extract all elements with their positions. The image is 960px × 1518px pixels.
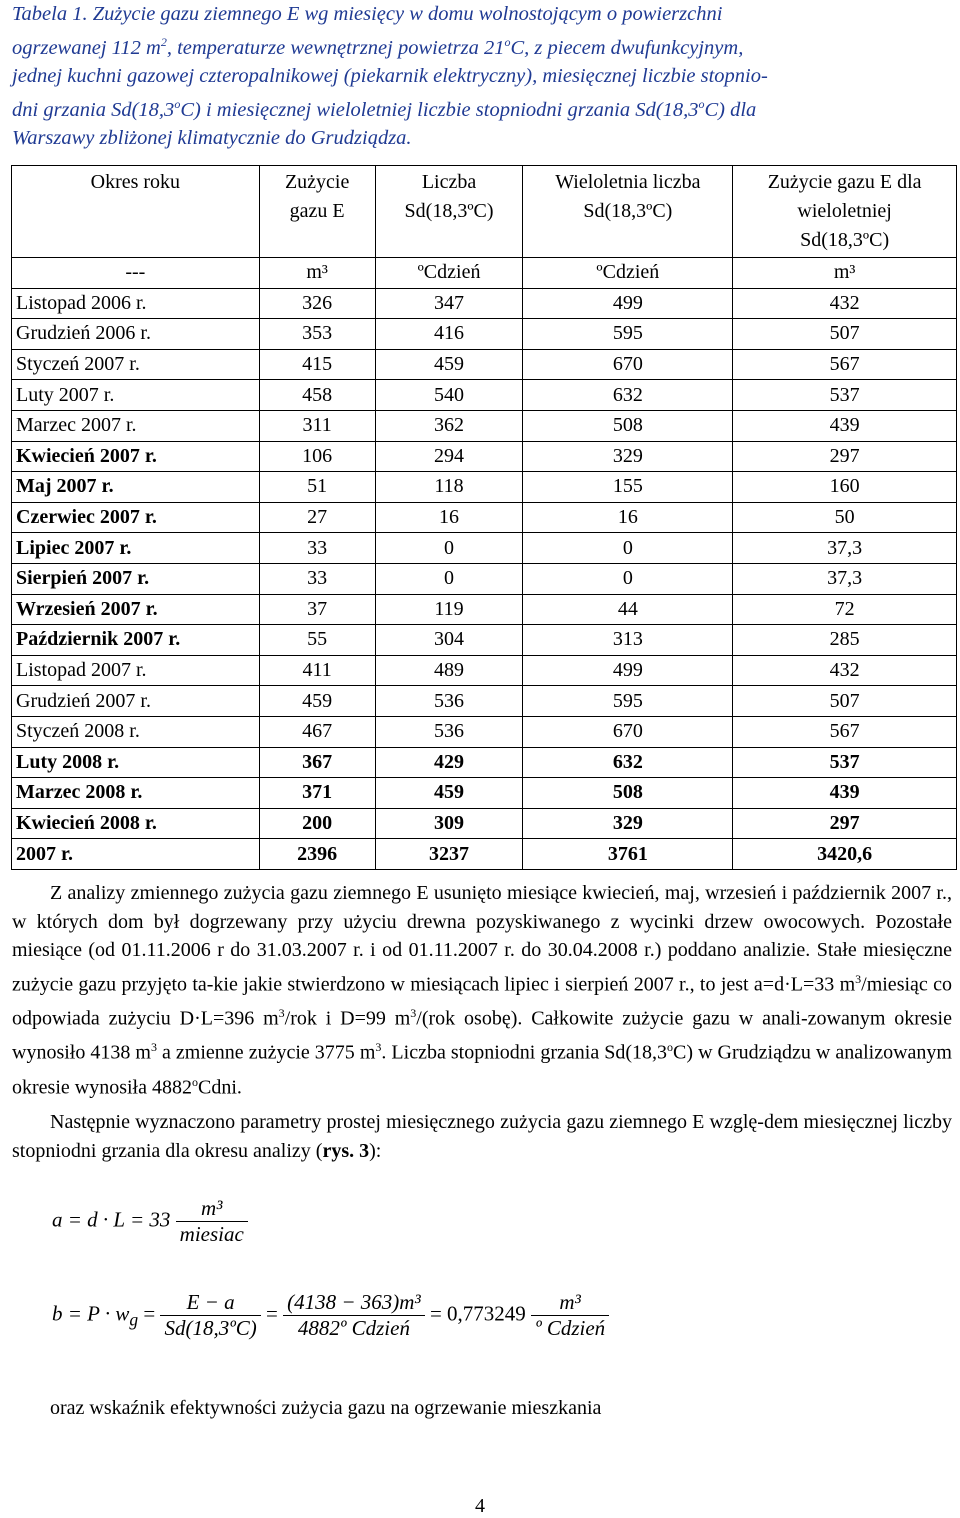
gas-cell: 353 bbox=[259, 319, 375, 350]
column-header-line: Okres roku bbox=[90, 171, 181, 193]
column-header-line: Zużycie bbox=[284, 171, 350, 193]
gas-multi-cell: 439 bbox=[733, 778, 957, 809]
column-header bbox=[523, 166, 733, 258]
table-row bbox=[12, 839, 957, 870]
table-header-row bbox=[12, 166, 957, 258]
table-row bbox=[12, 747, 957, 778]
period-cell: Lipiec 2007 r. bbox=[12, 533, 260, 564]
period-cell: Luty 2007 r. bbox=[12, 380, 260, 411]
sd-cell: 540 bbox=[375, 380, 523, 411]
period-cell: Styczeń 2008 r. bbox=[12, 716, 260, 747]
column-header bbox=[733, 166, 957, 258]
gas-multi-cell: 439 bbox=[733, 410, 957, 441]
gas-cell: 467 bbox=[259, 716, 375, 747]
sd-multi-cell: 632 bbox=[523, 380, 733, 411]
sd-cell: 118 bbox=[375, 472, 523, 503]
column-header-line: Sd(18,3ºC) bbox=[583, 200, 673, 222]
table-row bbox=[12, 625, 957, 656]
equation-a: a = d · L = 33 $\frac{\text{m³}}{\text{miesiac}}$ bbox=[52, 1196, 248, 1247]
gas-cell: 371 bbox=[259, 778, 375, 809]
gas-multi-cell: 507 bbox=[733, 319, 957, 350]
page-number: 4 bbox=[475, 1495, 485, 1517]
gas-multi-cell: 297 bbox=[733, 441, 957, 472]
gas-cell: 200 bbox=[259, 808, 375, 839]
gas-cell: 311 bbox=[259, 410, 375, 441]
table-row bbox=[12, 502, 957, 533]
period-cell: Grudzień 2007 r. bbox=[12, 686, 260, 717]
gas-multi-cell: 50 bbox=[733, 502, 957, 533]
gas-cell: 411 bbox=[259, 655, 375, 686]
column-header-line: Wieloletnia liczba bbox=[555, 171, 701, 193]
period-cell: Kwiecień 2008 r. bbox=[12, 808, 260, 839]
period-cell: Październik 2007 r. bbox=[12, 625, 260, 656]
column-header-line: Sd(18,3ºC) bbox=[404, 200, 494, 222]
period-cell: Czerwiec 2007 r. bbox=[12, 502, 260, 533]
equation-a-fraction: $\frac{\text{m³}}{\text{miesiac}}$ bbox=[176, 1196, 248, 1247]
sd-multi-cell: 3761 bbox=[523, 839, 733, 870]
period-cell: Sierpień 2007 r. bbox=[12, 563, 260, 594]
gas-multi-cell: 537 bbox=[733, 747, 957, 778]
gas-multi-cell: 72 bbox=[733, 594, 957, 625]
sd-cell: 536 bbox=[375, 716, 523, 747]
period-cell: Wrzesień 2007 r. bbox=[12, 594, 260, 625]
gas-cell: 51 bbox=[259, 472, 375, 503]
gas-multi-cell: 37,3 bbox=[733, 533, 957, 564]
unit-cell: --- bbox=[12, 258, 260, 289]
sd-cell: 362 bbox=[375, 410, 523, 441]
gas-multi-cell: 432 bbox=[733, 288, 957, 319]
column-header-line: Zużycie gazu E dla bbox=[767, 171, 922, 193]
table-row bbox=[12, 563, 957, 594]
sd-cell: 416 bbox=[375, 319, 523, 350]
units-row bbox=[12, 258, 957, 289]
parameters-paragraph: Następnie wyznaczono parametry prostej miesięcznego zużycia gazu ziemnego E wzglę-dem miesięcznej liczby stopniodni grzania dla okresu analizy (rys. 3): bbox=[12, 1111, 952, 1162]
sd-multi-cell: 508 bbox=[523, 778, 733, 809]
gas-cell: 27 bbox=[259, 502, 375, 533]
period-cell: Luty 2008 r. bbox=[12, 747, 260, 778]
unit-cell: m³ bbox=[259, 258, 375, 289]
equation-b-fraction-3: $\frac{\text{m³}}{\text{º Cdzień}}$ bbox=[531, 1290, 609, 1341]
table-row bbox=[12, 655, 957, 686]
sd-multi-cell: 595 bbox=[523, 686, 733, 717]
gas-cell: 33 bbox=[259, 533, 375, 564]
sd-multi-cell: 329 bbox=[523, 441, 733, 472]
gas-multi-cell: 37,3 bbox=[733, 563, 957, 594]
table-row bbox=[12, 441, 957, 472]
sd-multi-cell: 0 bbox=[523, 533, 733, 564]
gas-multi-cell: 3420,6 bbox=[733, 839, 957, 870]
caption-line: Tabela 1. Zużycie gazu ziemnego E wg miesięcy w domu wolnostojącym o powierzchni bbox=[12, 3, 723, 25]
gas-cell: 459 bbox=[259, 686, 375, 717]
sd-multi-cell: 499 bbox=[523, 655, 733, 686]
table-row bbox=[12, 472, 957, 503]
sd-multi-cell: 499 bbox=[523, 288, 733, 319]
gas-multi-cell: 507 bbox=[733, 686, 957, 717]
period-cell: Styczeń 2007 r. bbox=[12, 349, 260, 380]
sd-cell: 459 bbox=[375, 349, 523, 380]
table-row bbox=[12, 716, 957, 747]
sd-cell: 536 bbox=[375, 686, 523, 717]
gas-cell: 367 bbox=[259, 747, 375, 778]
caption-line: ogrzewanej 112 $m^2$, temperaturze wewnętrznej powietrza 21$^o$C, z piecem dwufunkcyjnym, bbox=[12, 35, 744, 59]
caption-line: dni grzania Sd(18,3$^o$C) i miesięcznej wieloletniej liczbie stopniodni grzania Sd(18,3$^o$C) dla bbox=[12, 96, 757, 121]
gas-multi-cell: 567 bbox=[733, 349, 957, 380]
table-row bbox=[12, 594, 957, 625]
table-row bbox=[12, 288, 957, 319]
analysis-paragraph: Z analizy zmiennego zużycia gazu ziemnego E usunięto miesiące kwiecień, maj, wrzesień i październik 2007 r., w których dom był dogrzewany przy użyciu drewna pozyskiwanego z wycinki drzew owocowych. Pozostałe miesiące (od 01.11.2006 r do 31.03.2007 r. i od 01.11.2007 r. do 30.04.2008 r.) poddano analizie. Stałe miesięczne zużycie gazu przyjęto ta-kie jakie stwierdzono w miesiącach lipiec i sierpień 2007 r., to jest a=d·L=33 $m^3$/miesiąc co odpowiada zużyciu D·L=396 $m^3$/rok i D=99 $m^3/(rok$ osobę). Całkowite zużycie gazu w anali-zowanym okresie wynosiło 4138 $m^3$ a zmienne zużycie 3775 $m^3$. Liczba stopniodni grzania Sd(18,3$^o$C) w Grudziądzu w analizowanym okresie wynosiła 4882$^o$Cdni. bbox=[12, 882, 952, 1099]
sd-cell: 429 bbox=[375, 747, 523, 778]
caption-line: jednej kuchni gazowej czteropalnikowej (piekarnik elektryczny), miesięcznej liczbie stopnio- bbox=[12, 64, 768, 87]
table-row bbox=[12, 808, 957, 839]
gas-cell: 415 bbox=[259, 349, 375, 380]
unit-cell: m³ bbox=[733, 258, 957, 289]
table-row bbox=[12, 410, 957, 441]
gas-multi-cell: 297 bbox=[733, 808, 957, 839]
equation-b-fraction-1: $\frac{E - a}{\text{Sd(18,3ºC)}}$ bbox=[160, 1290, 260, 1341]
gas-multi-cell: 537 bbox=[733, 380, 957, 411]
sd-multi-cell: 595 bbox=[523, 319, 733, 350]
period-cell: Grudzień 2006 r. bbox=[12, 319, 260, 350]
period-cell: Marzec 2008 r. bbox=[12, 778, 260, 809]
table-row bbox=[12, 778, 957, 809]
sd-multi-cell: 508 bbox=[523, 410, 733, 441]
table-row bbox=[12, 686, 957, 717]
sd-cell: 0 bbox=[375, 533, 523, 564]
period-cell: Maj 2007 r. bbox=[12, 472, 260, 503]
table-row bbox=[12, 319, 957, 350]
sd-multi-cell: 329 bbox=[523, 808, 733, 839]
gas-multi-cell: 160 bbox=[733, 472, 957, 503]
column-header-line: Liczba bbox=[421, 171, 477, 193]
column-header bbox=[375, 166, 523, 258]
sd-multi-cell: 155 bbox=[523, 472, 733, 503]
gas-cell: 326 bbox=[259, 288, 375, 319]
period-cell: Marzec 2007 r. bbox=[12, 410, 260, 441]
sd-multi-cell: 670 bbox=[523, 349, 733, 380]
table-row bbox=[12, 533, 957, 564]
period-cell: Listopad 2006 r. bbox=[12, 288, 260, 319]
gas-cell: 33 bbox=[259, 563, 375, 594]
gas-cell: 37 bbox=[259, 594, 375, 625]
gas-cell: 106 bbox=[259, 441, 375, 472]
sd-multi-cell: 632 bbox=[523, 747, 733, 778]
unit-cell: ºCdzień bbox=[375, 258, 523, 289]
sd-cell: 459 bbox=[375, 778, 523, 809]
column-header bbox=[12, 166, 260, 258]
figure-reference: rys. 3 bbox=[322, 1139, 370, 1162]
unit-cell: ºCdzień bbox=[523, 258, 733, 289]
sd-multi-cell: 313 bbox=[523, 625, 733, 656]
sd-cell: 3237 bbox=[375, 839, 523, 870]
gas-multi-cell: 285 bbox=[733, 625, 957, 656]
column-header-line: gazu E bbox=[289, 200, 345, 222]
period-cell: Kwiecień 2007 r. bbox=[12, 441, 260, 472]
table-row bbox=[12, 380, 957, 411]
period-cell: 2007 r. bbox=[12, 839, 260, 870]
sd-multi-cell: 0 bbox=[523, 563, 733, 594]
sd-cell: 309 bbox=[375, 808, 523, 839]
gas-multi-cell: 567 bbox=[733, 716, 957, 747]
sd-cell: 294 bbox=[375, 441, 523, 472]
sd-multi-cell: 670 bbox=[523, 716, 733, 747]
column-header-line: wieloletniej bbox=[797, 200, 892, 222]
column-header-line: Sd(18,3ºC) bbox=[800, 229, 890, 251]
gas-cell: 2396 bbox=[259, 839, 375, 870]
sd-cell: 489 bbox=[375, 655, 523, 686]
gas-consumption-table bbox=[11, 165, 957, 870]
caption-line: Warszawy zbliżonej klimatycznie do Grudziądza. bbox=[12, 126, 412, 149]
sd-cell: 16 bbox=[375, 502, 523, 533]
table-row bbox=[12, 349, 957, 380]
equation-b: $b = P \cdot w_g$ = $\frac{E - a}{\text{Sd(18,3ºC)}}$ = $\frac{\text{(4138 − 363)m³}}{\text{4882º Cdzień}}$ = 0,773249 $\frac{\text{m³}}{\text{º Cdzień}}$ bbox=[52, 1290, 609, 1341]
gas-cell: 458 bbox=[259, 380, 375, 411]
sd-multi-cell: 16 bbox=[523, 502, 733, 533]
sd-multi-cell: 44 bbox=[523, 594, 733, 625]
sd-cell: 119 bbox=[375, 594, 523, 625]
period-cell: Listopad 2007 r. bbox=[12, 655, 260, 686]
column-header bbox=[259, 166, 375, 258]
sd-cell: 347 bbox=[375, 288, 523, 319]
efficiency-paragraph: oraz wskaźnik efektywności zużycia gazu na ogrzewanie mieszkania bbox=[50, 1397, 602, 1419]
sd-cell: 0 bbox=[375, 563, 523, 594]
sd-cell: 304 bbox=[375, 625, 523, 656]
gas-multi-cell: 432 bbox=[733, 655, 957, 686]
equation-b-fraction-2: $\frac{\text{(4138 − 363)m³}}{\text{4882º Cdzień}}$ bbox=[283, 1290, 425, 1341]
table-caption bbox=[12, 0, 952, 152]
gas-cell: 55 bbox=[259, 625, 375, 656]
